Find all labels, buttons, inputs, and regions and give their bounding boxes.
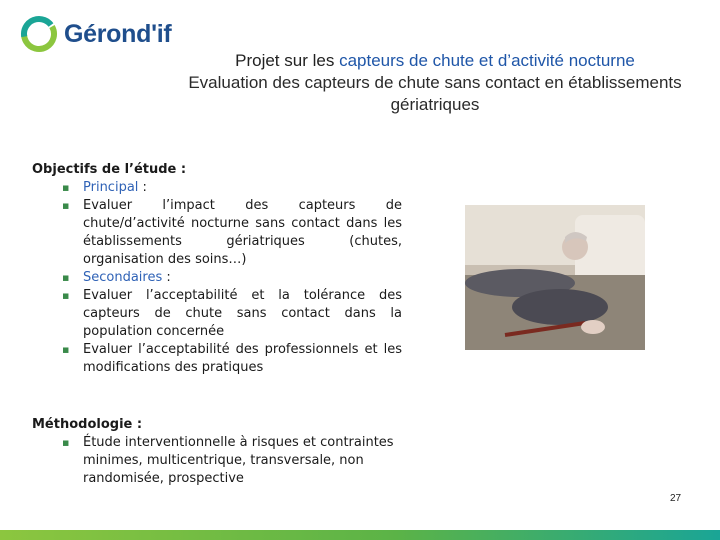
list-item: ▪ Evaluer l’impact des capteurs de chute/d’activité nocturne sans contact dans les établissements gériatriques (chutes, organisation des soins…) xyxy=(32,197,402,269)
list-item xyxy=(32,179,402,197)
list-item: ▪ Evaluer l’acceptabilité et la tolérance des capteurs de chute sans contact dans la population concernée xyxy=(32,287,402,341)
logo-text: Gérond'if xyxy=(64,19,172,48)
colon: : xyxy=(162,270,171,285)
colon: : xyxy=(138,180,147,195)
title-prefix: Projet sur les xyxy=(235,51,340,70)
footer-gradient-bar xyxy=(0,530,720,540)
methodology-heading: Méthodologie : xyxy=(32,417,143,432)
secondary-label: Secondaires xyxy=(83,270,163,285)
list-item xyxy=(32,269,402,287)
logo-ring-icon xyxy=(20,15,58,53)
methodology-list xyxy=(32,434,402,488)
list-item: ▪ Evaluer l’acceptabilité des professionnels et les modifications des pratiques xyxy=(32,341,402,377)
principal-label: Principal xyxy=(83,180,139,195)
slide-title xyxy=(150,50,720,116)
title-line1 xyxy=(150,50,720,72)
objectives-heading: Objectifs de l’étude : xyxy=(32,162,187,177)
objectives-list xyxy=(32,179,402,377)
page-number: 27 xyxy=(670,493,682,504)
fall-photo xyxy=(465,205,645,350)
methodology-section xyxy=(32,416,402,488)
title-accent: capteurs de chute et d’activité nocturne xyxy=(339,51,635,70)
title-subtitle: Evaluation des capteurs de chute sans contact en établissements gériatriques xyxy=(188,73,682,114)
objectives-section xyxy=(32,161,402,377)
list-item: ▪ Étude interventionnelle à risques et contraintes minimes, multicentrique, transversale, non randomisée, prospective xyxy=(32,434,402,488)
